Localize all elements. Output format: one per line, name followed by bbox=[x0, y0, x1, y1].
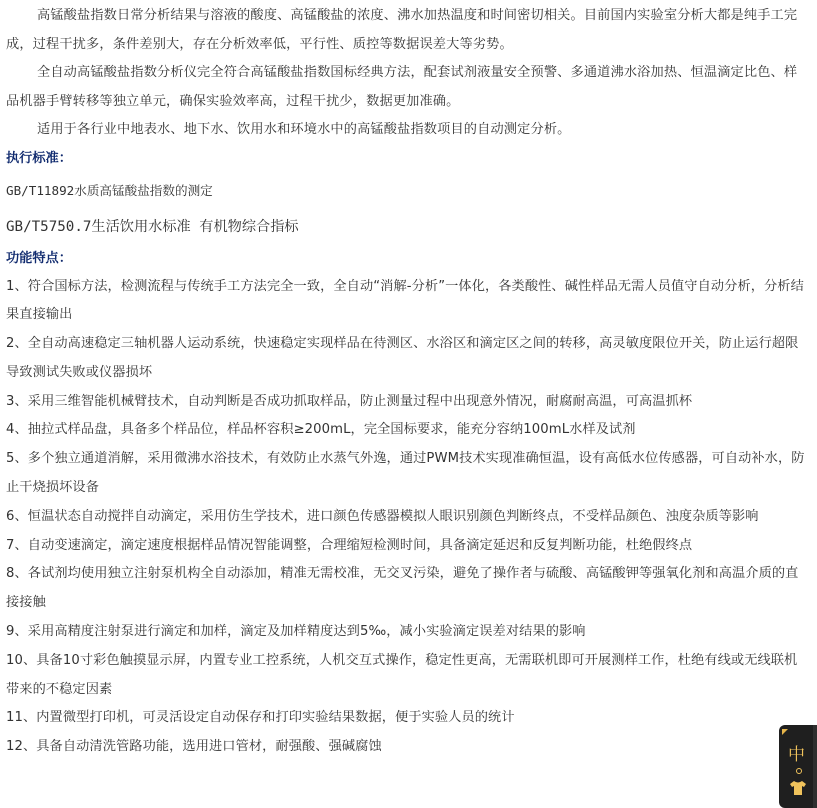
dot-icon[interactable] bbox=[796, 768, 802, 774]
standard-item: GB/T5750.7生活饮用水标准 有机物综合指标 bbox=[6, 218, 299, 235]
feature-item: 6、恒温状态自动搅拌自动滴定，采用仿生学技术，进口颜色传感器模拟人眼识别颜色判断终点，不受样品颜色、浊度杂质等影响 bbox=[6, 508, 759, 524]
feature-item: 7、自动变速滴定，滴定速度根据样品情况智能调整，合理缩短检测时间，具备滴定延迟和反复判断功能，杜绝假终点 bbox=[6, 537, 693, 553]
features-heading: 功能特点： bbox=[6, 250, 72, 266]
feature-item: 3、采用三维智能机械臂技术，自动判断是否成功抓取样品，防止测量过程中出现意外情况，耐腐耐高温，可高温抓杯 bbox=[6, 393, 693, 409]
intro-paragraph: 适用于各行业中地表水、地下水、饮用水和环境水中的高锰酸盐指数项目的自动测定分析。 bbox=[37, 122, 571, 137]
language-toggle-button[interactable]: 中 bbox=[788, 745, 805, 765]
feature-item: 5、多个独立通道消解，采用微沸水浴技术，有效防止水蒸气外逸，通过PWM技术实现准确恒温，设有高低水位传感器，可自动补水，防止干烧损坏设备 bbox=[6, 451, 805, 496]
shirt-icon[interactable] bbox=[789, 780, 807, 800]
feature-item: 12、具备自动清洗管路功能，选用进口管材，耐强酸、强碱腐蚀 bbox=[6, 739, 382, 755]
floating-side-widget[interactable] bbox=[779, 725, 817, 808]
widget-edge bbox=[813, 725, 817, 808]
feature-item: 9、采用高精度注射泵进行滴定和加样，滴定及加样精度达到5‰，减小实验滴定误差对结果的影响 bbox=[6, 624, 586, 640]
intro-paragraph: 高锰酸盐指数日常分析结果与溶液的酸度、高锰酸盐的浓度、沸水加热温度和时间密切相关。目前国内实验室分析大都是纯手工完成，过程干扰多，条件差别大，存在分析效率低，平行性、质控等数据误差大等劣势。 bbox=[6, 8, 798, 52]
standard-item: GB/T11892水质高锰酸盐指数的测定 bbox=[6, 182, 213, 198]
feature-item: 11、内置微型打印机，可灵活设定自动保存和打印实验结果数据，便于实验人员的统计 bbox=[6, 710, 515, 726]
feature-item: 2、全自动高速稳定三轴机器人运动系统，快速稳定实现样品在待测区、水浴区和滴定区之间的转移，高灵敏度限位开关，防止运行超限导致测试失败或仪器损坏 bbox=[6, 336, 799, 380]
feature-item: 4、抽拉式样品盘，具备多个样品位，样品杯容积≥200mL，完全国标要求，能充分容纳100mL水样及试剂 bbox=[6, 422, 636, 438]
feature-item: 10、具备10寸彩色触摸显示屏，内置专业工控系统，人机交互式操作，稳定性更高，无需联机即可开展测样工作，杜绝有线或无线联机带来的不稳定因素 bbox=[6, 652, 798, 697]
feature-item: 8、各试剂均使用独立注射泵机构全自动添加，精准无需校准，无交叉污染，避免了操作者与硫酸、高锰酸钾等强氧化剂和高温介质的直接接触 bbox=[6, 566, 799, 611]
intro-paragraph: 全自动高锰酸盐指数分析仪完全符合高锰酸盐指数国标经典方法，配套试剂液量安全预警、多通道沸水浴加热、恒温滴定比色、样品机器手臂转移等独立单元，确保实验效率高，过程干扰少，数据更加准确。 bbox=[6, 65, 798, 109]
corner-accent-icon bbox=[782, 729, 788, 735]
feature-item: 1、符合国标方法，检测流程与传统手工方法完全一致，全自动“消解-分析”一体化，各类酸性、碱性样品无需人员值守自动分析，分析结果直接输出 bbox=[6, 278, 804, 323]
standards-heading: 执行标准： bbox=[6, 150, 72, 166]
